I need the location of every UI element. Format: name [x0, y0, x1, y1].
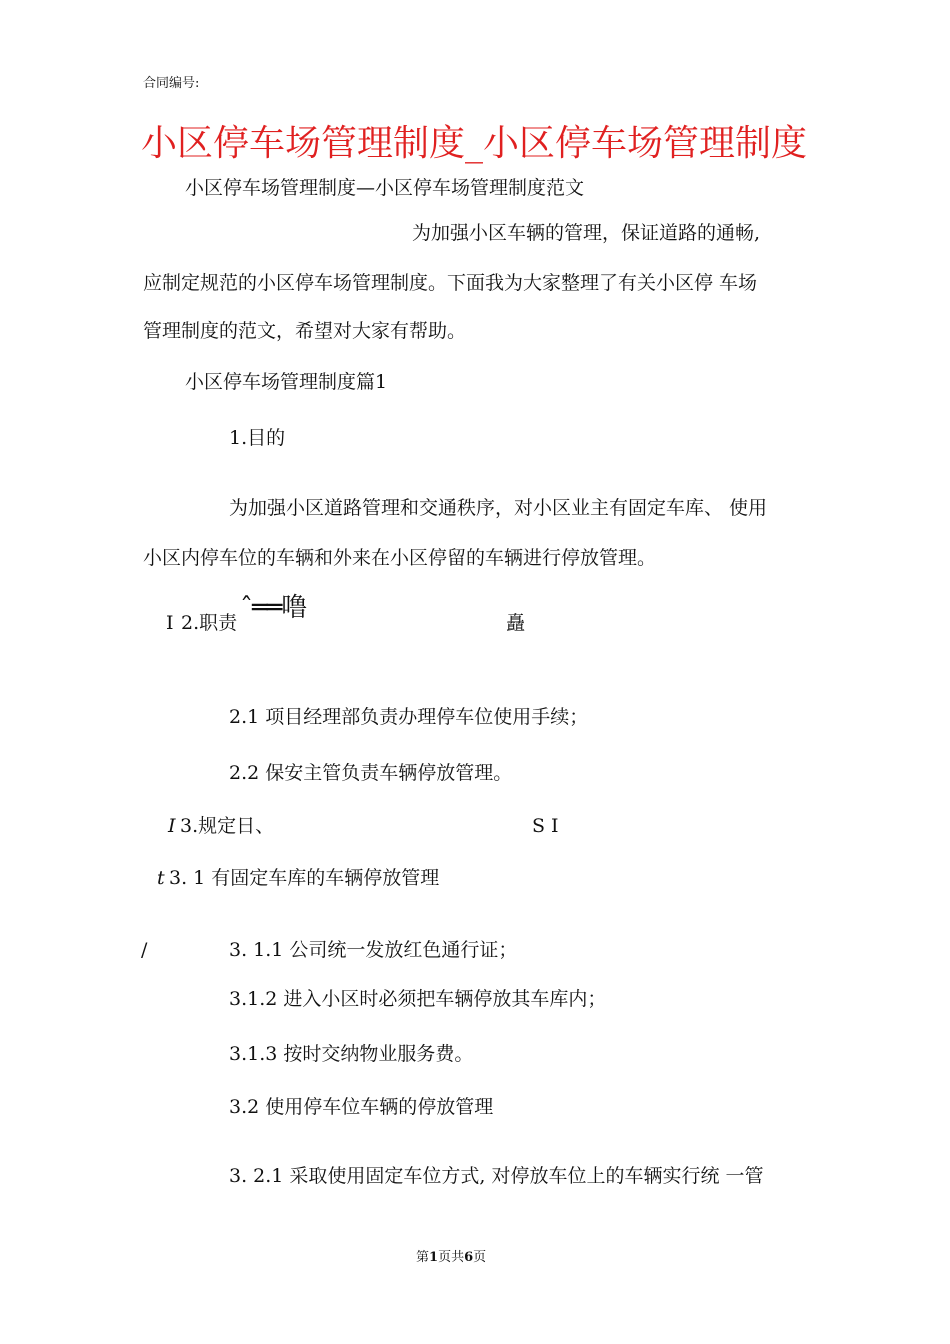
duties-item-2-2: 2.2 保安主管负责车辆停放管理。: [229, 762, 513, 784]
rules-slash-mark: /: [141, 939, 148, 961]
page-footer: [416, 1251, 486, 1264]
intro-line-3: 管理制度的范文，希望对大家有帮助。: [143, 320, 467, 342]
page-total-number: 6: [464, 1250, 474, 1265]
rules-sub-1-prefix-mark: t: [157, 867, 165, 889]
duties-heading: 2.职责: [181, 612, 238, 634]
duties-item-2-1: 2.1 项目经理部负责办理停车位使用手续；: [229, 706, 589, 728]
duties-prefix-mark: I: [166, 612, 174, 634]
page-footer-prefix: 第: [416, 1250, 430, 1265]
purpose-line-2: 小区内停车位的车辆和外来在小区停留的车辆进行停放管理。: [143, 547, 657, 569]
page-footer-suffix: 页: [473, 1250, 487, 1265]
duties-scribble-mark: ˆ══噜: [240, 593, 307, 623]
rules-item-3-1-1: 3. 1.1 公司统一发放红色通行证；: [229, 939, 518, 961]
purpose-line-1: 为加强小区道路管理和交通秩序，对小区业主有固定车库、 使用: [229, 497, 768, 519]
document-title: 小区停车场管理制度_小区停车场管理制度: [141, 123, 808, 164]
rules-heading: 3.规定日、: [180, 815, 275, 837]
rules-stray-mark: S I: [532, 815, 559, 837]
purpose-heading: 1.目的: [229, 427, 286, 449]
document-subtitle: 小区停车场管理制度—小区停车场管理制度范文: [185, 177, 585, 199]
rules-sub-1-heading: 3. 1 有固定车库的车辆停放管理: [169, 867, 440, 889]
intro-line-1: 为加强小区车辆的管理，保证道路的通畅,: [412, 222, 761, 244]
rules-sub-2-heading: 3.2 使用停车位车辆的停放管理: [229, 1096, 494, 1118]
rules-item-3-1-2: 3.1.2 进入小区时必须把车辆停放其车库内；: [229, 988, 607, 1010]
contract-number-label: 合同编号:: [143, 76, 200, 91]
section-heading: 小区停车场管理制度篇1: [185, 371, 388, 393]
page-footer-middle: 页共: [438, 1250, 465, 1265]
rules-prefix-mark: I: [168, 815, 176, 837]
rules-item-3-2-1: 3. 2.1 采取使用固定车位方式, 对停放车位上的车辆实行统 一管: [229, 1165, 764, 1187]
duties-stray-char: 矗: [506, 612, 526, 634]
rules-item-3-1-3: 3.1.3 按时交纳物业服务费。: [229, 1043, 474, 1065]
page-current-number: 1: [429, 1250, 439, 1265]
intro-line-2: 应制定规范的小区停车场管理制度。下面我为大家整理了有关小区停 车场: [143, 272, 758, 294]
